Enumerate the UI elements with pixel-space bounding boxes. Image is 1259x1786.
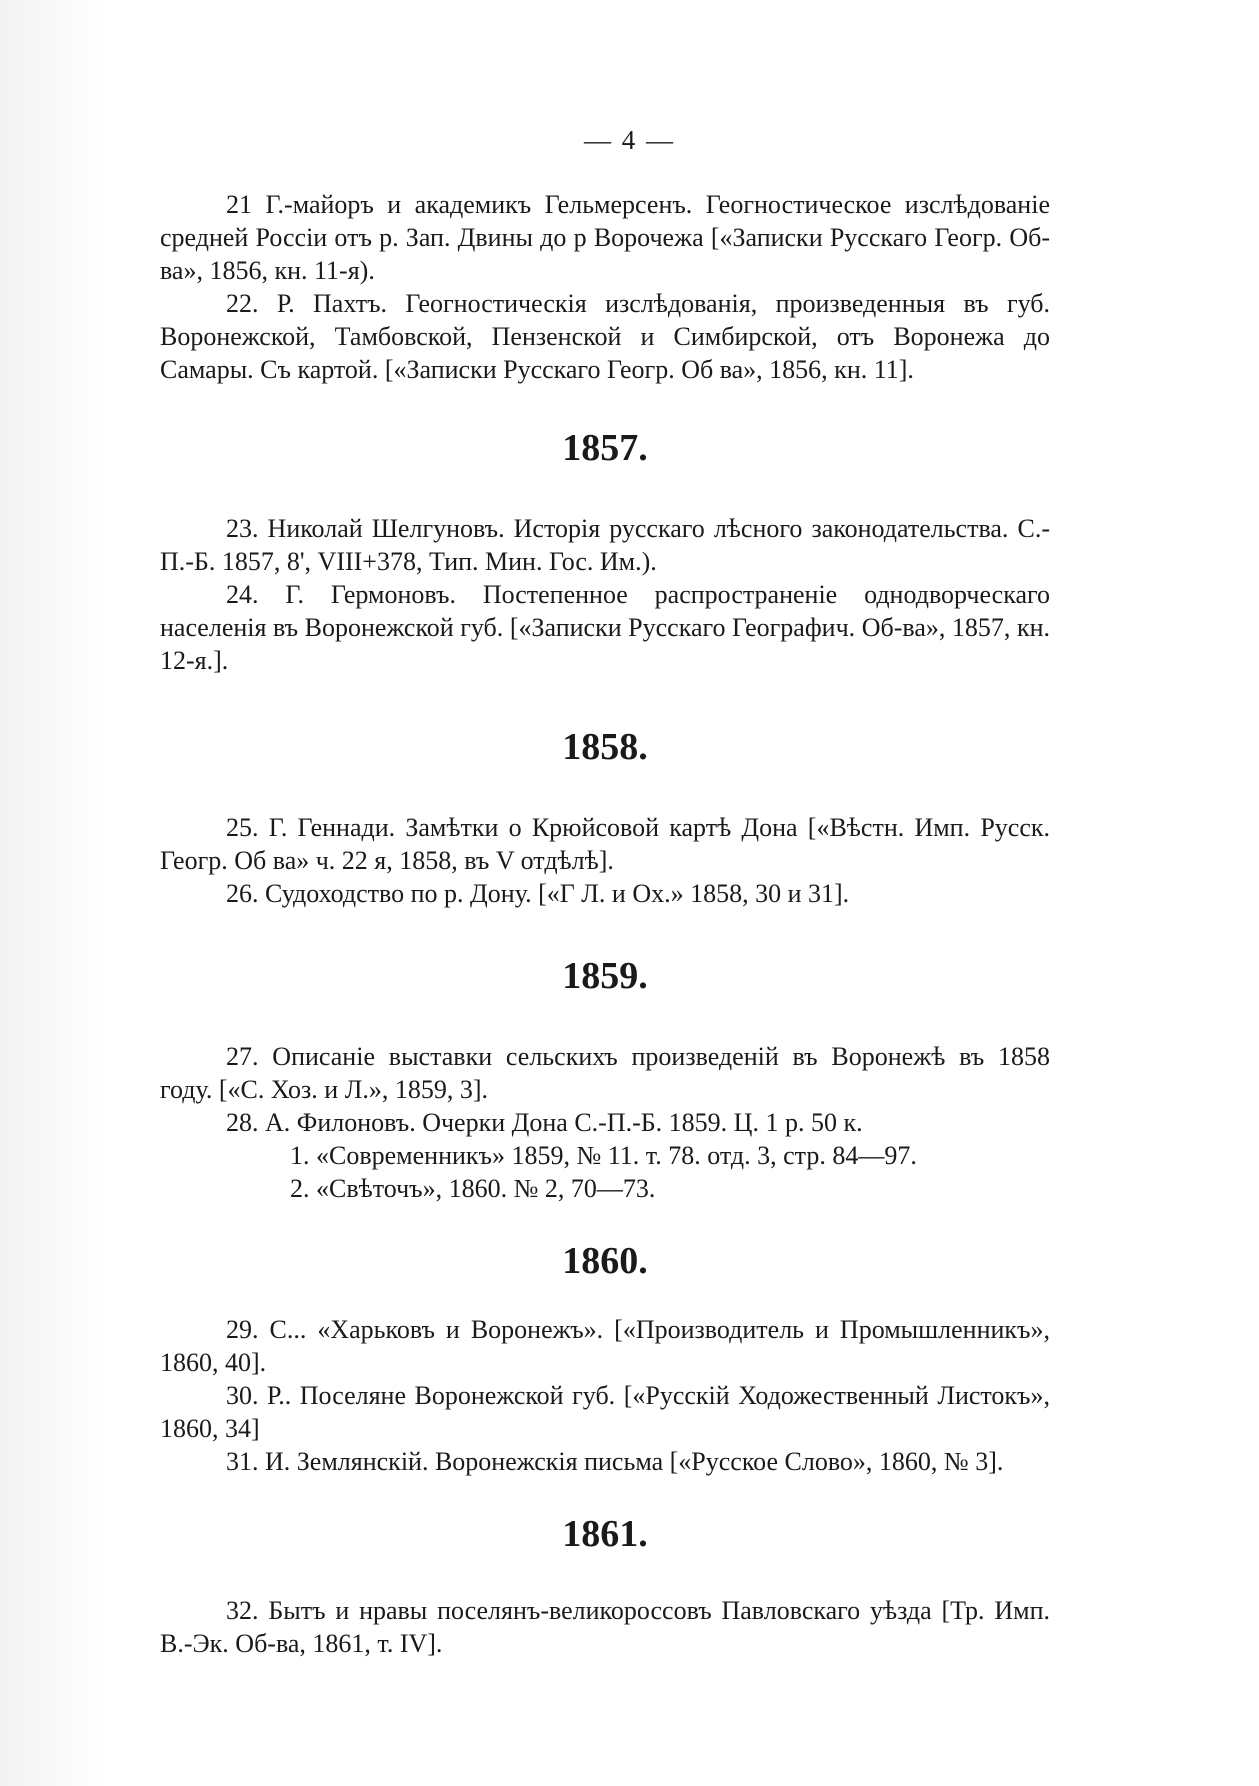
entry-31: 31. И. Землянскій. Воронежскія письма [«Русское Слово», 1860, № 3].: [226, 1447, 1004, 1476]
entry-26: 26. Судоходство по р. Дону. [«Г Л. и Ох.» 1858, 30 и 31].: [226, 879, 850, 908]
entry-25: 25. Г. Геннади. Замѣтки о Крюйсовой картѣ Дона [«Вѣстн. Имп. Русск. Геогр. Об ва» ч. 22 я, 1858, въ V отдѣлѣ].: [160, 813, 1050, 875]
entry-28-review-1: 1. «Современникъ» 1859, № 11. т. 78. отд. 3, стр. 84—97.: [290, 1141, 917, 1170]
entry-27: 27. Описаніе выставки сельскихъ произведеній въ Воронежѣ въ 1858 году. [«С. Хоз. и Л.», 1859, 3].: [160, 1042, 1050, 1104]
year-heading-1858: 1858.: [562, 726, 648, 768]
bibliography-list: [160, 188, 1050, 1660]
entry-28: 28. А. Филоновъ. Очерки Дона С.-П.-Б. 1859. Ц. 1 р. 50 к.: [226, 1108, 863, 1137]
entry-29: 29. С... «Харьковъ и Воронежъ». [«Производитель и Промышленникъ», 1860, 40].: [160, 1315, 1050, 1377]
entry-28-review-2: 2. «Свѣточъ», 1860. № 2, 70—73.: [290, 1174, 656, 1203]
year-heading-1860: 1860.: [562, 1240, 648, 1282]
year-heading-1859: 1859.: [562, 955, 648, 997]
entry-21: 21 Г.-майоръ и академикъ Гельмерсенъ. Геогностическое изслѣдованіе средней Россіи отъ р. Зап. Двины до р Ворочежа [«Записки Русскаго Геогр. Об-ва», 1856, кн. 11-я).: [160, 190, 1050, 285]
entry-24: 24. Г. Гермоновъ. Постепенное распространеніе однодворческаго населенія въ Воронежской губ. [«Записки Русскаго Географич. Об-ва», 1857, кн. 12-я.].: [160, 580, 1050, 675]
entry-32: 32. Бытъ и нравы поселянъ-великороссовъ Павловскаго уѣзда [Тр. Имп. В.-Эк. Об-ва, 1861, т. IV].: [160, 1596, 1050, 1658]
entry-23: 23. Николай Шелгуновъ. Исторія русскаго лѣсного законодательства. С.-П.-Б. 1857, 8', VIII+378, Тип. Мин. Гос. Им.).: [160, 514, 1050, 576]
entry-22: 22. Р. Пахтъ. Геогностическія изслѣдованія, произведенныя въ губ. Воронежской, Тамбовской, Пензенской и Симбирской, отъ Воронежа до Самары. Съ картой. [«Записки Русскаго Геогр. Об ва», 1856, кн. 11].: [160, 289, 1050, 384]
year-heading-1861: 1861.: [562, 1513, 648, 1555]
entry-30: 30. Р.. Поселяне Воронежской губ. [«Русскій Ходожественный Листокъ», 1860, 34]: [160, 1381, 1050, 1443]
year-heading-1857: 1857.: [562, 427, 648, 469]
page-number: — 4 —: [584, 125, 675, 155]
